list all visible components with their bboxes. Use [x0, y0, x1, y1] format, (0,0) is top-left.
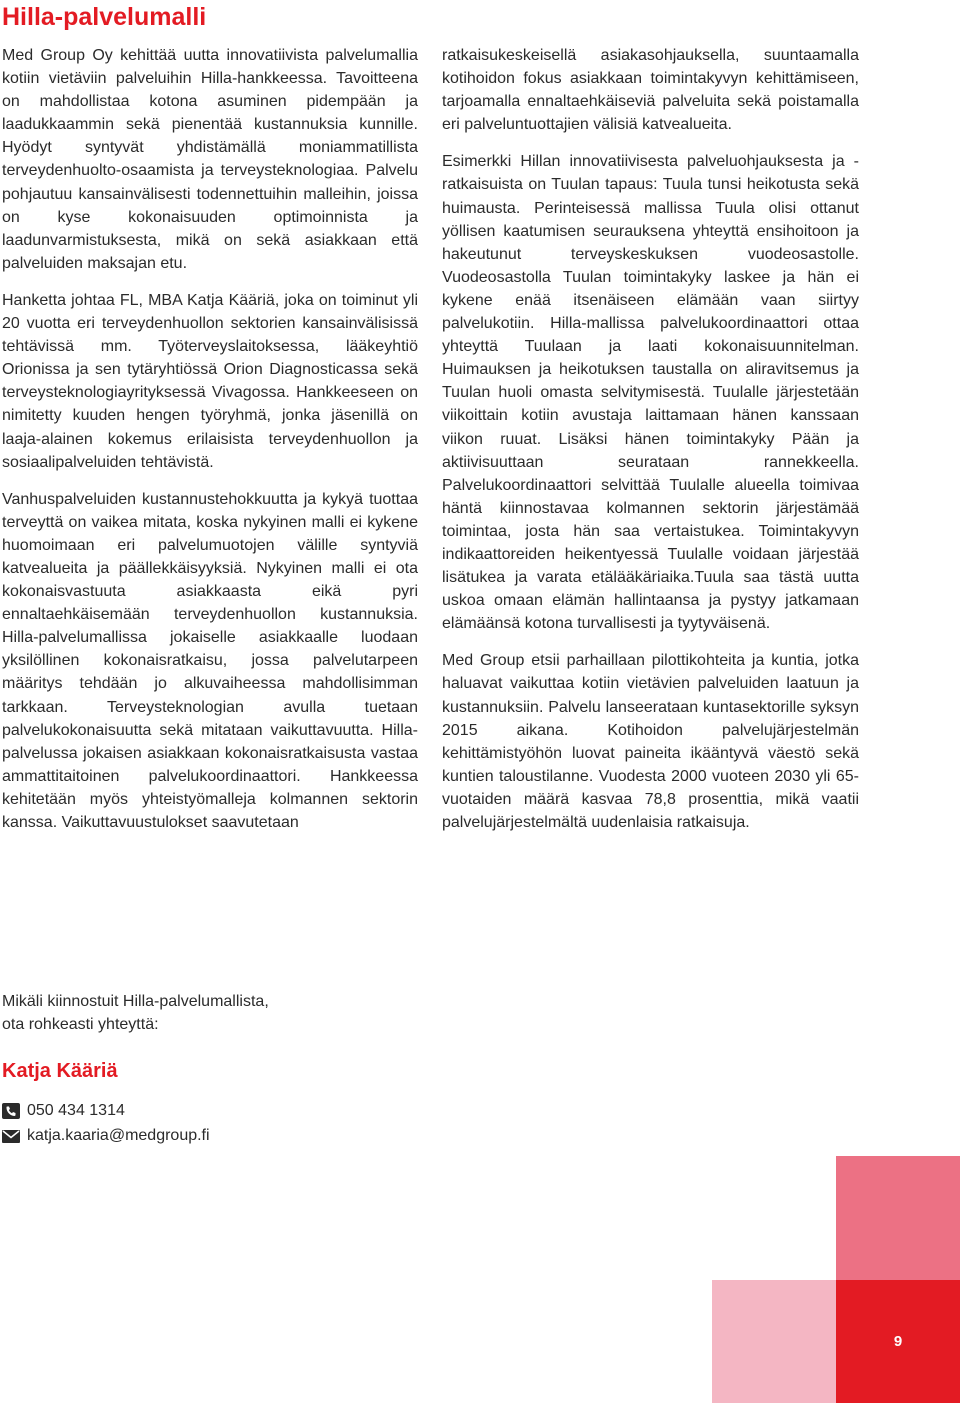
phone-row — [2, 1099, 269, 1122]
right-column — [442, 44, 859, 848]
contact-email[interactable]: katja.kaaria@medgroup.fi — [27, 1127, 210, 1144]
paragraph-continuation: ratkaisukeskeisellä asiakasohjauksella, suuntaamalla kotihoidon fokus asiakkaan toimintakyvyn kehittämiseen, tarjoamalla ennaltaehkäiseviä palveluita sekä poistamalla eri palveluntuottajien välisiä katvealueita. — [442, 47, 859, 134]
decor-block-top — [836, 1156, 960, 1280]
left-column — [2, 44, 418, 848]
paragraph-pilot-search: Med Group etsii parhaillaan pilottikohteita ja kuntia, jotka haluavat vaikuttaa kotiin vietävien palveluiden laatuun ja kustannuksiin. Palvelu lanseerataan kuntasektorille syksyn 2015 aikana. Kotihoidon palvelujärjestelmän kehittämistyöhön luovat paineita ikääntyvä väestö sekä kuntien taloustilanne. Vuodesta 2000 vuoteen 2030 yli 65-vuotaiden määrä kasvaa 78,8 prosenttia, mikä vaatii palvelujärjestelmältä uudenlaisia ratkaisuja. — [442, 652, 859, 831]
page-number: 9 — [893, 1333, 903, 1350]
decor-block-bottom-left — [712, 1280, 836, 1403]
contact-box — [2, 990, 269, 1149]
page-title: Hilla-palvelumalli — [2, 3, 207, 31]
phone-icon — [2, 1103, 20, 1119]
email-row — [2, 1124, 269, 1147]
paragraph-intro: Med Group Oy kehittää uutta innovatiivista palvelumallia kotiin vietäviin palveluihin Hilla-hankkeessa. Tavoitteena on mahdollistaa kotona asuminen pidempään ja laadukkaammin sekä pienentää kustannuksia kunnille. Hyödyt syntyvät yhdistämällä moniammatillista terveydenhuolto-osaamista ja terveysteknologiaa. Palvelu pohjautuu kansainvälisesti todennettuihin malleihin, joissa on kyse kokonaisuuden optimoinnista ja laadunvarmistuksesta, mikä on sekä asiakkaan että palveluiden maksajan etu. — [2, 47, 418, 272]
paragraph-elderly-services: Vanhuspalveluiden kustannustehokkuutta ja kykyä tuottaa terveyttä on vaikea mitata, koska nykyinen malli ei kykene huomoimaan eri palvelumuotojen välille syntyviä katvealueita ja päällekkäisyyksiä. Nykyinen malli ei ota kokonaisvastuuta asiakkaasta eikä pyri ennaltaehkäisemään terveydenhuollon kustannuksia. Hilla-palvelumallissa jokaiselle asiakkaalle luodaan yksilöllinen kokonaisratkaisu, jossa palvelutarpeen määritys tehdään jo alkuvaiheessa mahdollisimman tarkkaan. Terveysteknologian avulla tuetaan palvelukokonaisuutta sekä mitataan vaikuttavuutta. Hilla-palvelussa jokaisen asiakkaan kokonaisratkaisusta vastaa ammattitaitoinen palvelukoordinaattori. Hankkeessa kehitetään myös yhteistyömalleja kolmannen sektorin kanssa. Vaikuttavuustulokset saavutetaan — [2, 490, 418, 831]
envelope-icon — [2, 1128, 20, 1144]
contact-phone[interactable]: 050 434 1314 — [27, 1102, 125, 1119]
contact-intro-line-2: ota rohkeasti yhteyttä: — [2, 1016, 159, 1033]
contact-intro-line-1: Mikäli kiinnostuit Hilla-palvelumallista, — [2, 993, 269, 1010]
paragraph-example-case: Esimerkki Hillan innovatiivisesta palveluohjauksesta ja -ratkaisuista on Tuulan tapaus: Tuula tunsi heikotusta sekä huimausta. Perinteisessä mallissa Tuula olisi ottanut yöllisen kaatumisen seurauksena yhteyttä ensihoitoon ja hakeutunut terveyskeskuksen vuodeosastolle. Vuodeosastolla Tuulan toimintakyky laskee ja hän ei kykene enää itsenäiseen elämään vaan siirtyy palvelukotiin. Hilla-mallissa palvelukoordinaattori ottaa yhteyttä Tuulaan ja laati kokonaisuunnitelman. Huimauksen ja heikotuksen taustalla on aliravitsemus ja Tuulan huoli omasta selvitymisestä. Tuulalle järjestetään viikoittain kotiin avustaja laittamaan hänen kanssaan viikon ruuat. Lisäksi hänen toimintakyky Pään ja aktiivisuuttaan seurataan rannekkeella. Palvelukoordinaattori selvittää Tuulalle alueella toimivaa häntä kiinnostavaa kolmannen sektorin järjestämää toimintaa, josta hän saa vertaistukea. Toimintakyvyn indikaattoreiden heikentyessä Tuulalle voidaan järjestää lisätukea ja varata etälääkäriaika.Tuula saa tästä uutta uskoa omaan elämän hallintaansa ja pystyy jatkamaan elämäänsä kotona turvallisesti ja tyytyväisenä. — [442, 153, 859, 633]
contact-name: Katja Kääriä — [2, 1060, 118, 1082]
paragraph-project-lead: Hanketta johtaa FL, MBA Katja Kääriä, joka on toiminut yli 20 vuotta eri terveydenhuollon sektorien kansainvälisissä tehtävissä mm. Työterveyslaitoksessa, lääkeyhtiö Orionissa ja sen tytäryhtiössä Orion Diagnosticassa sekä terveysteknologiayrityksessä Vivagossa. Hankkeeseen on nimitetty kuuden hengen työryhmä, jonka jäsenillä on laaja-alainen kokemus erilaisista terveydenhuollon ja sosiaalipalveluiden tehtävistä. — [2, 291, 418, 471]
